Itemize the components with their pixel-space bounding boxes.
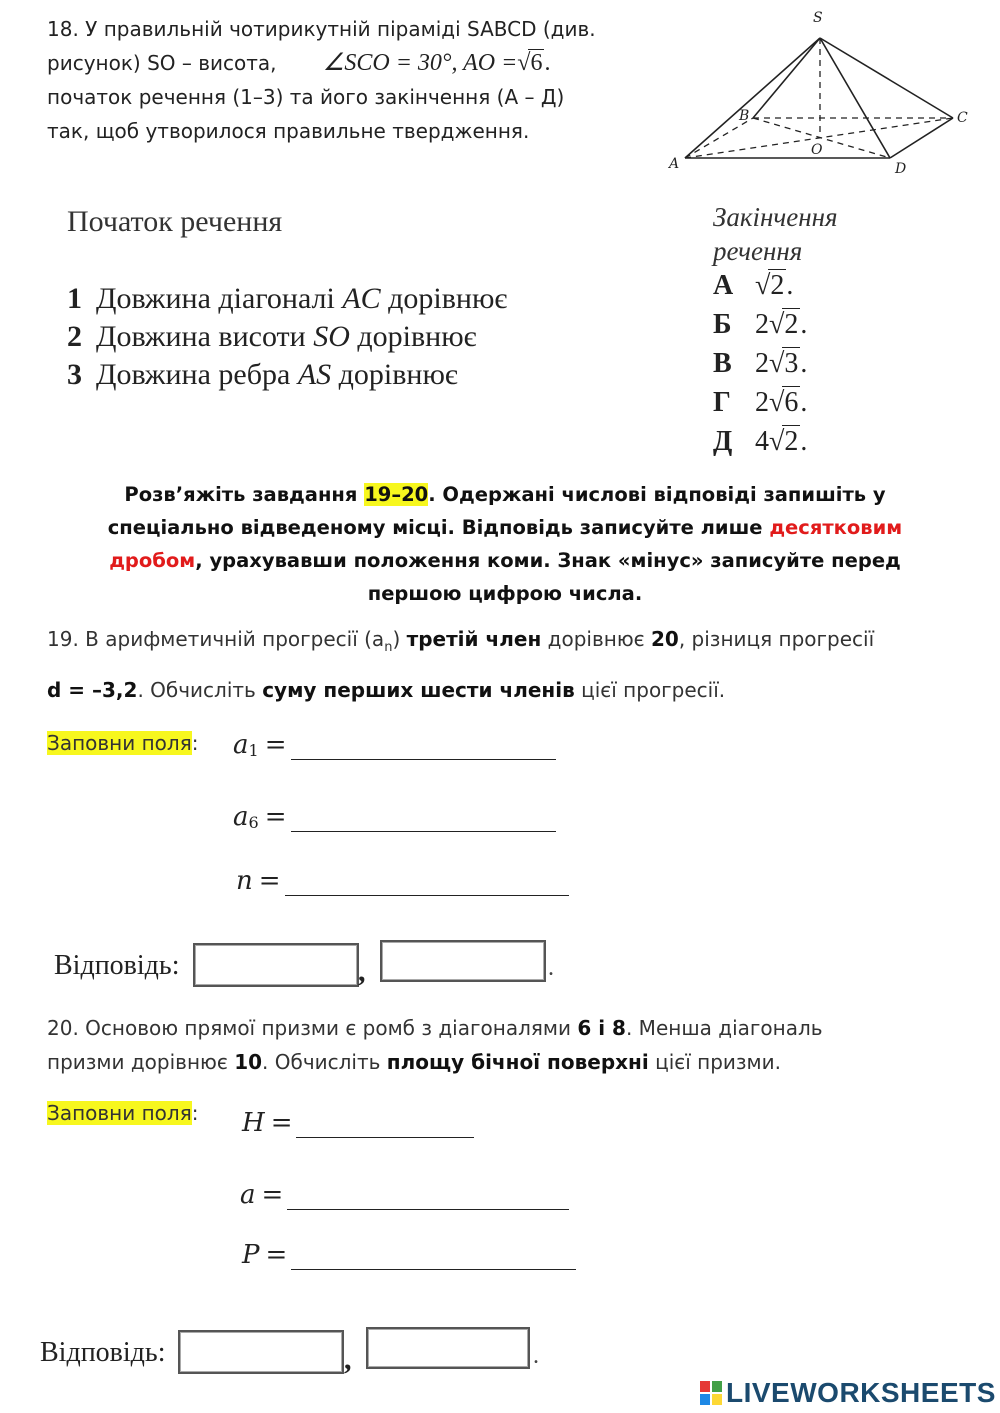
end-item-coef: 2 <box>755 309 769 340</box>
end-item-b: Б 2√2. <box>713 309 808 340</box>
q19-bold: d = –3,2 <box>47 678 138 702</box>
q20-bold: 6 і 8 <box>577 1016 626 1040</box>
q19-text: . Обчисліть <box>137 678 263 702</box>
start-item-post: дорівнює <box>380 282 508 315</box>
q20-fill-label: Заповни поля <box>47 1101 192 1125</box>
field-var: H <box>242 1108 265 1138</box>
q18-line-1: 18. У правильній чотирикутній піраміді SABCD (див. <box>47 17 596 41</box>
q20-field-p <box>242 1240 576 1270</box>
q20-bold: 10 <box>234 1050 263 1074</box>
end-item-g: Г 2√6. <box>713 387 808 418</box>
q20-text: цієї призми. <box>648 1050 781 1074</box>
q20-text: 20. Основою прямої призми є ромб з діагоналями <box>47 1016 578 1040</box>
q20-text: . Обчисліть <box>262 1050 387 1074</box>
field-eq: = <box>264 802 287 832</box>
label-d: D <box>895 161 907 177</box>
q18-ao-label: AO = <box>463 50 518 76</box>
end-item-letter: Г <box>713 387 731 418</box>
q18-line-4: так, щоб утворилося правильне твердження. <box>47 119 530 143</box>
edge-dc <box>890 118 953 158</box>
end-item-a: А √2. <box>713 270 794 301</box>
q18-ao-end: . <box>544 50 551 76</box>
edge-sa <box>685 38 820 158</box>
q19-answer-box-int[interactable] <box>193 943 359 987</box>
q19-bold: третій член <box>406 627 542 651</box>
q19-a6-input[interactable] <box>291 807 556 832</box>
q19-line-1 <box>47 627 874 655</box>
q20-comma: , <box>344 1343 352 1376</box>
q20-line-1 <box>47 1016 823 1040</box>
q20-field-a <box>240 1180 569 1210</box>
q19-bold: 20 <box>651 627 679 651</box>
q18-text <box>47 12 657 148</box>
q20-answer-label: Відповідь: <box>40 1337 166 1368</box>
start-item-3 <box>67 358 458 392</box>
q20-fill-label-row <box>47 1100 199 1126</box>
end-item-v: В 2√3. <box>713 348 808 379</box>
field-eq: = <box>261 1180 284 1210</box>
q20-text: призми дорівнює <box>47 1050 235 1074</box>
q19-text: цієї прогресії. <box>574 678 726 702</box>
start-item-pre: Довжина висоти <box>96 320 314 353</box>
end-item-coef: 4 <box>755 426 769 457</box>
start-item-2 <box>67 320 477 354</box>
pyramid-figure <box>665 8 975 178</box>
liveworksheets-logo <box>700 1377 996 1409</box>
field-var: n <box>236 866 253 896</box>
field-eq: = <box>264 730 287 760</box>
instructions <box>60 478 950 610</box>
field-eq: = <box>270 1108 293 1138</box>
q20-field-h <box>242 1108 474 1138</box>
q20-h-input[interactable] <box>296 1113 474 1138</box>
label-c: C <box>957 110 968 126</box>
start-item-1 <box>67 282 507 316</box>
start-item-num: 2 <box>67 320 82 353</box>
q18-line-2 <box>47 46 657 80</box>
field-var: a <box>233 730 249 760</box>
start-title: Початок речення <box>67 205 283 238</box>
instr-part-2: . Одержані числові відповіді запишіть у спеціально відведеному місці. Відповідь записуйте лише <box>107 483 886 539</box>
logo-square-icon <box>712 1394 722 1405</box>
end-title: Закінчення речення <box>713 202 838 266</box>
q19-bold: суму перших шести членів <box>262 678 575 702</box>
end-item-rad: 2 <box>784 426 799 457</box>
logo-mark-icon <box>700 1381 722 1405</box>
end-item-rad: 2 <box>770 270 785 301</box>
q19-sub: n <box>384 640 393 655</box>
end-item-rad: 3 <box>784 348 799 379</box>
edge-ab <box>685 118 753 158</box>
q19-line-2 <box>47 678 725 702</box>
field-eq: = <box>265 1240 288 1270</box>
end-item-rad: 6 <box>784 387 799 418</box>
q19-answer-box-frac[interactable] <box>380 940 546 982</box>
q19-comma: , <box>358 955 366 988</box>
q19-field-n <box>236 866 569 896</box>
start-item-post: дорівнює <box>331 358 458 391</box>
q19-text: , різниця прогресії <box>678 627 875 651</box>
end-item-letter: Д <box>713 426 733 457</box>
start-item-var: SO <box>313 320 350 353</box>
logo-text: LIVEWORKSHEETS <box>726 1377 996 1408</box>
q20-dot: . <box>533 1343 539 1369</box>
logo-square-icon <box>712 1381 722 1392</box>
end-item-coef: 2 <box>755 387 769 418</box>
q20-text: . Менша діагональ <box>625 1016 823 1040</box>
instr-part-1: Розв’яжіть завдання <box>124 483 365 506</box>
q18-angle: ∠SCO = 30°, <box>322 50 458 76</box>
q18-condition <box>323 50 551 76</box>
q19-fill-colon: : <box>191 731 199 755</box>
field-var: P <box>242 1240 260 1270</box>
edge-sc <box>820 38 953 118</box>
q18-line-3: початок речення (1–3) та його закінчення (А – Д) <box>47 85 565 109</box>
label-s: S <box>813 10 823 26</box>
end-item-letter: А <box>713 270 734 301</box>
edge-sb <box>753 38 820 118</box>
logo-square-icon <box>700 1381 710 1392</box>
logo-square-icon <box>700 1394 710 1405</box>
instr-range: 19–20 <box>364 483 429 506</box>
q20-p-input[interactable] <box>291 1245 576 1270</box>
end-item-letter: В <box>713 348 732 379</box>
q20-a-input[interactable] <box>287 1185 569 1210</box>
start-item-var: AS <box>297 358 332 391</box>
q19-text: 19. В арифметичній прогресії (a <box>47 627 385 651</box>
q19-dot: . <box>548 955 554 981</box>
label-b: B <box>739 108 750 124</box>
field-var: a <box>240 1180 256 1210</box>
start-item-num: 1 <box>67 282 82 315</box>
q18-line-2-text: рисунок) SO – висота, <box>47 51 277 75</box>
field-var: a <box>233 802 249 832</box>
label-o: O <box>811 142 823 158</box>
q20-bold: площу бічної поверхні <box>386 1050 649 1074</box>
q19-field-a1 <box>233 730 556 760</box>
field-eq: = <box>258 866 281 896</box>
start-item-pre: Довжина діагоналі <box>96 282 343 315</box>
q19-a1-input[interactable] <box>291 735 556 760</box>
start-item-var: AC <box>342 282 381 315</box>
q18-ao-rad: 6 <box>530 50 543 76</box>
q19-fill-label-row <box>47 730 199 756</box>
end-item-rad: 2 <box>784 309 799 340</box>
q19-text: ) <box>392 627 407 651</box>
q19-n-input[interactable] <box>285 871 569 896</box>
start-item-pre: Довжина ребра <box>96 358 298 391</box>
end-item-coef: 2 <box>755 348 769 379</box>
instr-red: десятковим дробом <box>109 516 903 572</box>
q19-answer-label: Відповідь: <box>54 950 180 981</box>
q20-line-2 <box>47 1050 781 1074</box>
q19-field-a6 <box>233 802 556 832</box>
end-item-letter: Б <box>713 309 732 340</box>
q20-answer-box-int[interactable] <box>178 1330 344 1374</box>
label-a: A <box>669 156 680 172</box>
start-item-post: дорівнює <box>349 320 477 353</box>
end-item-d: Д 4√2. <box>713 426 808 457</box>
field-sub: 6 <box>248 813 259 832</box>
start-item-num: 3 <box>67 358 82 391</box>
q19-fill-label: Заповни поля <box>47 731 192 755</box>
field-sub: 1 <box>248 741 259 760</box>
q18-ao-sqrt: √6 <box>517 50 543 76</box>
q20-answer-box-frac[interactable] <box>366 1327 530 1369</box>
instr-part-3: , урахувавши положення коми. Знак «мінус» записуйте перед першою цифрою числа. <box>195 549 901 605</box>
q19-text: дорівнює <box>541 627 651 651</box>
q20-fill-colon: : <box>191 1101 199 1125</box>
